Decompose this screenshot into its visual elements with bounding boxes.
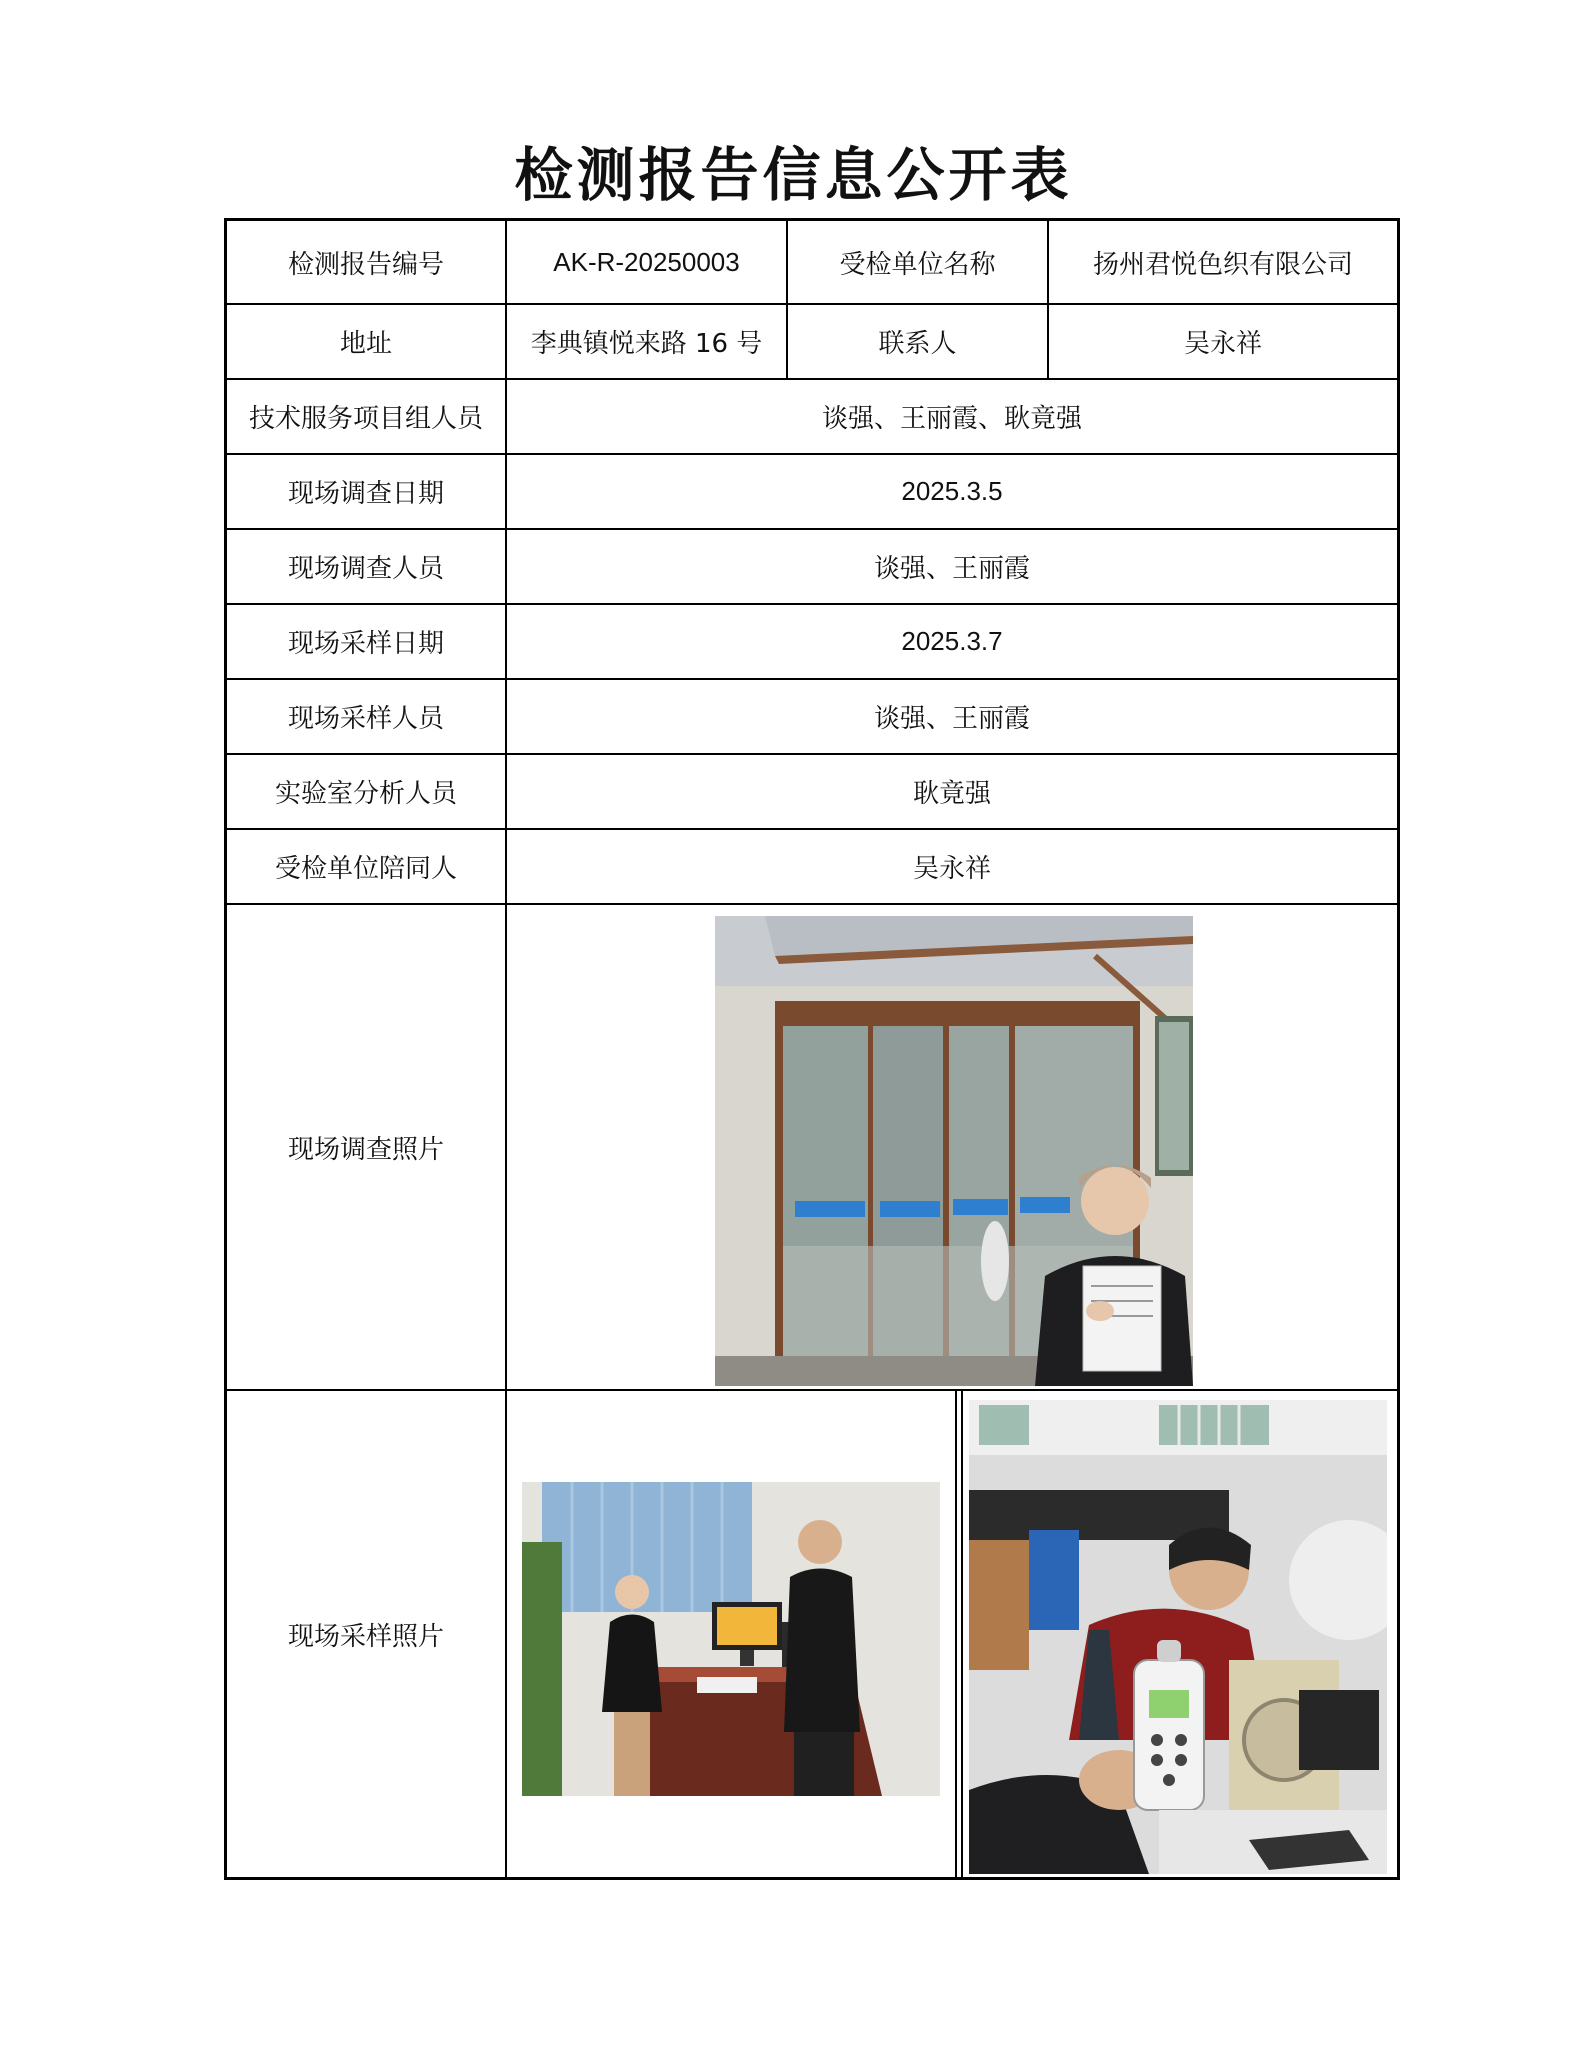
column-divider: [961, 1389, 963, 1877]
report-table: [224, 218, 1400, 1880]
team-label: 技术服务项目组人员: [248, 404, 483, 434]
sampling-date-label: 现场采样日期: [287, 629, 444, 659]
sampling-staff-value: 谈强、王丽霞: [873, 704, 1030, 734]
survey-date-value: 2025.3.5: [901, 476, 1003, 506]
lab-staff-label: 实验室分析人员: [274, 779, 457, 809]
page-title: 检测报告信息公开表: [514, 141, 1073, 209]
report-number-label: 检测报告编号: [287, 249, 444, 280]
survey-staff-label: 现场调查人员: [287, 554, 444, 584]
survey-photo: [715, 916, 1193, 1386]
unit-name-value: 扬州君悦色织有限公司: [1092, 249, 1353, 280]
team-value: 谈强、王丽霞、耿竟强: [821, 404, 1082, 434]
escort-label: 受检单位陪同人: [274, 854, 457, 884]
survey-date-label: 现场调查日期: [287, 479, 444, 509]
survey-staff-value: 谈强、王丽霞: [873, 554, 1030, 584]
sampling-office-photo: [522, 1482, 940, 1796]
address-label: 地址: [339, 329, 392, 359]
sampling-date-value: 2025.3.7: [901, 626, 1003, 656]
column-divider: [955, 1389, 957, 1877]
contact-value: 吴永祥: [1183, 329, 1262, 359]
contact-label: 联系人: [878, 329, 957, 359]
report-number-value: AK-R-20250003: [553, 246, 740, 277]
sampling-photo-label: 现场采样照片: [287, 1621, 444, 1652]
lab-staff-value: 耿竟强: [912, 779, 991, 809]
unit-name-label: 受检单位名称: [839, 249, 996, 280]
sampling-workshop-photo: [969, 1400, 1387, 1874]
address-value: 李典镇悦来路 16 号: [530, 329, 763, 359]
escort-value: 吴永祥: [912, 854, 991, 884]
survey-photo-label: 现场调查照片: [287, 1134, 444, 1165]
sampling-staff-label: 现场采样人员: [287, 704, 444, 734]
